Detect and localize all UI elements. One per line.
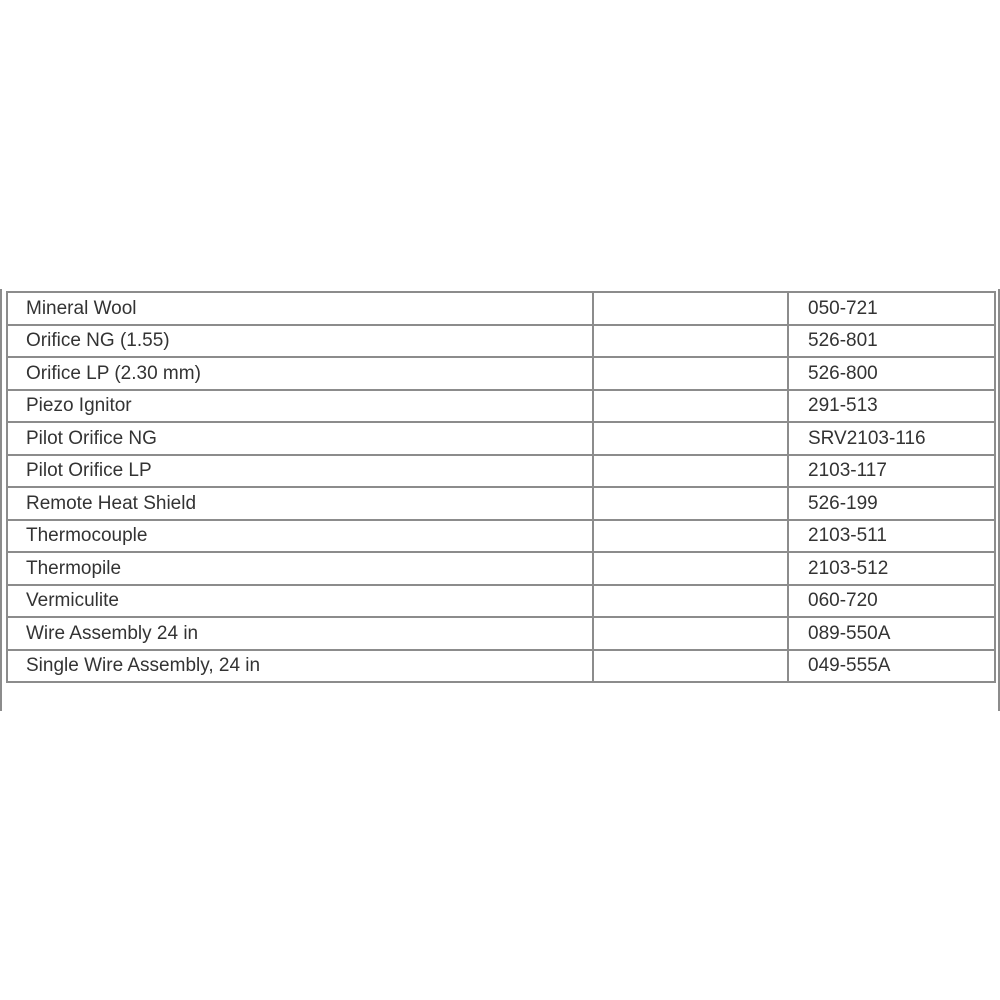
part-description: Pilot Orifice LP	[7, 455, 593, 488]
empty-cell	[593, 552, 788, 585]
part-number: 050-721	[788, 292, 995, 325]
table-row	[7, 617, 995, 650]
empty-cell	[593, 292, 788, 325]
part-description: Vermiculite	[7, 585, 593, 618]
part-number: 526-199	[788, 487, 995, 520]
table-row	[7, 325, 995, 358]
table-row	[7, 650, 995, 683]
table-row	[7, 552, 995, 585]
empty-cell	[593, 325, 788, 358]
part-description: Thermopile	[7, 552, 593, 585]
part-number: 089-550A	[788, 617, 995, 650]
empty-cell	[593, 617, 788, 650]
part-description: Remote Heat Shield	[7, 487, 593, 520]
table-row	[7, 390, 995, 423]
part-description: Mineral Wool	[7, 292, 593, 325]
part-description: Orifice NG (1.55)	[7, 325, 593, 358]
part-number: 2103-117	[788, 455, 995, 488]
empty-cell	[593, 585, 788, 618]
empty-cell	[593, 390, 788, 423]
part-number: 049-555A	[788, 650, 995, 683]
table-row	[7, 292, 995, 325]
table-row	[7, 520, 995, 553]
empty-cell	[593, 357, 788, 390]
part-description: Single Wire Assembly, 24 in	[7, 650, 593, 683]
table-left-edge-line	[0, 289, 2, 711]
part-description: Pilot Orifice NG	[7, 422, 593, 455]
part-description: Orifice LP (2.30 mm)	[7, 357, 593, 390]
part-number: 2103-512	[788, 552, 995, 585]
table-row	[7, 585, 995, 618]
empty-cell	[593, 487, 788, 520]
part-description: Wire Assembly 24 in	[7, 617, 593, 650]
table-row	[7, 422, 995, 455]
empty-cell	[593, 422, 788, 455]
table-row	[7, 455, 995, 488]
part-number: 526-800	[788, 357, 995, 390]
part-number: 291-513	[788, 390, 995, 423]
table-row	[7, 487, 995, 520]
part-number: 2103-511	[788, 520, 995, 553]
empty-cell	[593, 455, 788, 488]
part-number: SRV2103-116	[788, 422, 995, 455]
part-number: 060-720	[788, 585, 995, 618]
empty-cell	[593, 650, 788, 683]
part-description: Piezo Ignitor	[7, 390, 593, 423]
empty-cell	[593, 520, 788, 553]
part-description: Thermocouple	[7, 520, 593, 553]
parts-table	[6, 291, 996, 683]
table-row	[7, 357, 995, 390]
part-number: 526-801	[788, 325, 995, 358]
